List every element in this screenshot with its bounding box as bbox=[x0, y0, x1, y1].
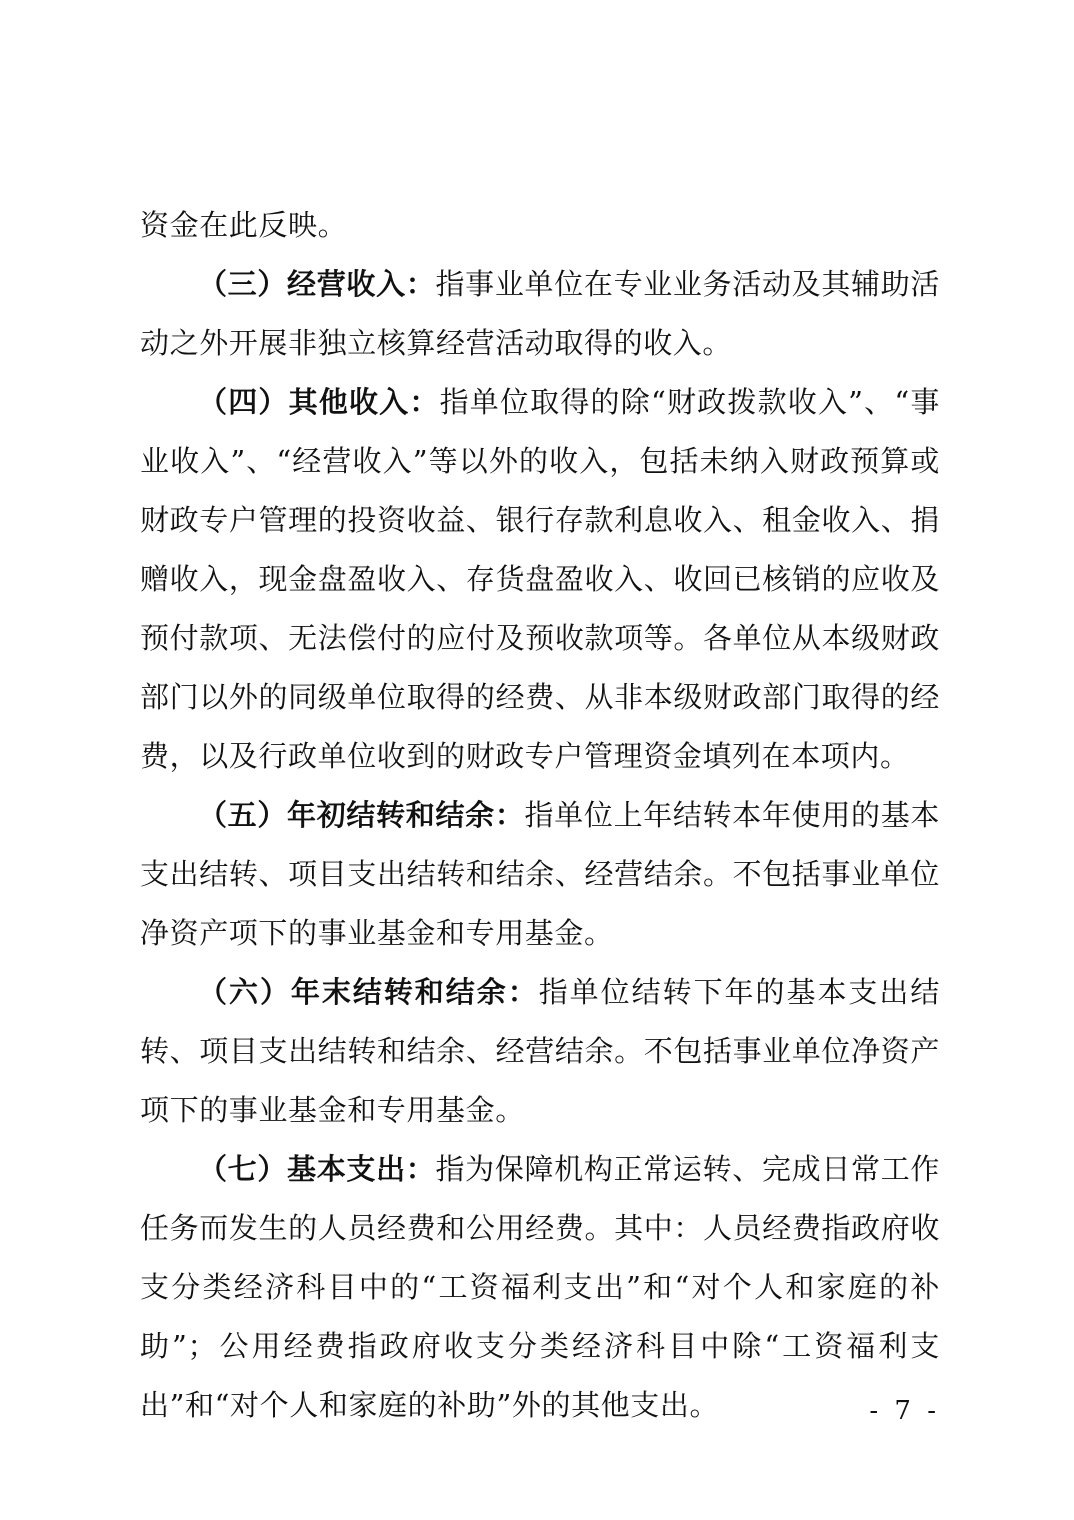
paragraph-operating-income bbox=[140, 255, 940, 373]
paragraph-heading: （四）其他收入： bbox=[198, 385, 440, 419]
document-body bbox=[140, 196, 940, 1435]
paragraph-text: 资金在此反映。 bbox=[140, 208, 348, 242]
paragraph-heading: （五）年初结转和结余： bbox=[198, 798, 525, 832]
paragraph-ending-carryover bbox=[140, 963, 940, 1140]
paragraph-beginning-carryover bbox=[140, 786, 940, 963]
paragraph-heading: （三）经营收入： bbox=[198, 267, 436, 301]
paragraph-text: 指单位结转下年的基本支出结转、项目支出结转和结余、经营结余。不包括事业单位净资产项下的事业基金和专用基金。 bbox=[140, 975, 940, 1127]
paragraph-heading: （六）年末结转和结余： bbox=[198, 975, 539, 1009]
paragraph-other-income bbox=[140, 373, 940, 786]
paragraph-heading: （七）基本支出： bbox=[198, 1152, 436, 1186]
paragraph-text: 指为保障机构正常运转、完成日常工作任务而发生的人员经费和公用经费。其中：人员经费指政府收支分类经济科目中的“工资福利支出”和“对个人和家庭的补助”；公用经费指政府收支分类经济科目中除“工资福利支出”和“对个人和家庭的补助”外的其他支出。 bbox=[140, 1152, 940, 1422]
paragraph-text: 指单位取得的除“财政拨款收入”、“事业收入”、“经营收入”等以外的收入，包括未纳入财政预算或财政专户管理的投资收益、银行存款利息收入、租金收入、捐赠收入，现金盘盈收入、存货盘盈收入、收回已核销的应收及预付款项、无法偿付的应付及预收款项等。各单位从本级财政部门以外的同级单位取得的经费、从非本级财政部门取得的经费，以及行政单位收到的财政专户管理资金填列在本项内。 bbox=[140, 385, 940, 773]
paragraph-text: 指事业单位在专业业务活动及其辅助活动之外开展非独立核算经营活动取得的收入。 bbox=[140, 267, 940, 360]
page-number: - 7 - bbox=[869, 1396, 940, 1426]
paragraph-text: 指单位上年结转本年使用的基本支出结转、项目支出结转和结余、经营结余。不包括事业单位净资产项下的事业基金和专用基金。 bbox=[140, 798, 940, 950]
paragraph-basic-expenditure bbox=[140, 1140, 940, 1435]
paragraph-continuation bbox=[140, 196, 940, 255]
